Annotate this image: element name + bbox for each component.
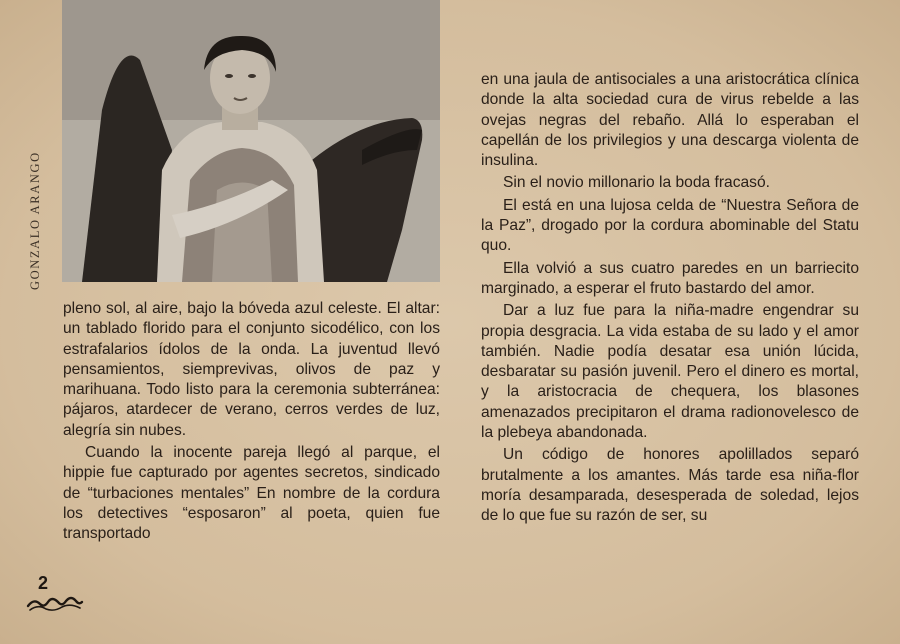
- paragraph: Ella volvió a sus cuatro paredes en un barriecito marginado, a esperar el fruto bastardo del amor.: [481, 259, 859, 297]
- paragraph: Sin el novio millonario la boda fracasó.: [503, 174, 770, 192]
- page-number: 2: [38, 573, 49, 593]
- portrait-photo: [62, 0, 440, 282]
- paragraph: Cuando la inocente pareja llegó al parque, el hippie fue capturado por agentes secretos, sindicado de “turbaciones mentales” En nombre de la cordura los detectives “esposaron” al poeta, quien fue transportado: [63, 444, 440, 543]
- wave-ornament-icon: [26, 592, 84, 612]
- right-column-text: [481, 70, 859, 527]
- paragraph: Dar a luz fue para la niña-madre engendrar su propia desgracia. La vida estaba de su lado y el amor también. Nadie podía desatar esa unión lúcida, desbaratar su pasión juvenil. Pero el dinero es mortal, y la aristocracia de chequera, los blasones amenazados precipitaron el drama radionovelesco de la plebeya abandonada.: [481, 302, 859, 442]
- paragraph: pleno sol, al aire, bajo la bóveda azul celeste. El altar: un tablado florido para el conjunto sicodélico, con los estrafalarios ídolos de la onda. La juventud llevó pensamientos, siemprevivas, olivos de paz y marihuana. Todo listo para la ceremonia subterránea: pájaros, atardecer de verano, cerros verdes de luz, alegría sin nubes.: [63, 300, 440, 439]
- left-column-text: [63, 299, 440, 545]
- paragraph: El está en una lujosa celda de “Nuestra Señora de la Paz”, drogado por la cordura abominable del Statu quo.: [481, 196, 859, 255]
- paragraph: Un código de honores apolillados separó brutalmente a los amantes. Más tarde esa niña-flor moría desamparada, desesperada de soledad, lejos de lo que fue su razón de ser, su: [481, 446, 859, 525]
- portrait-photo-illustration: [62, 0, 440, 282]
- paragraph: en una jaula de antisociales a una aristocrática clínica donde la alta sociedad cura de virus rebelde a las ovejas negras del rebaño. Allá lo esperaban el capellán de los privilegios y una descarga violenta de insulina.: [481, 71, 859, 170]
- author-name: GONZALO ARANGO: [28, 151, 42, 290]
